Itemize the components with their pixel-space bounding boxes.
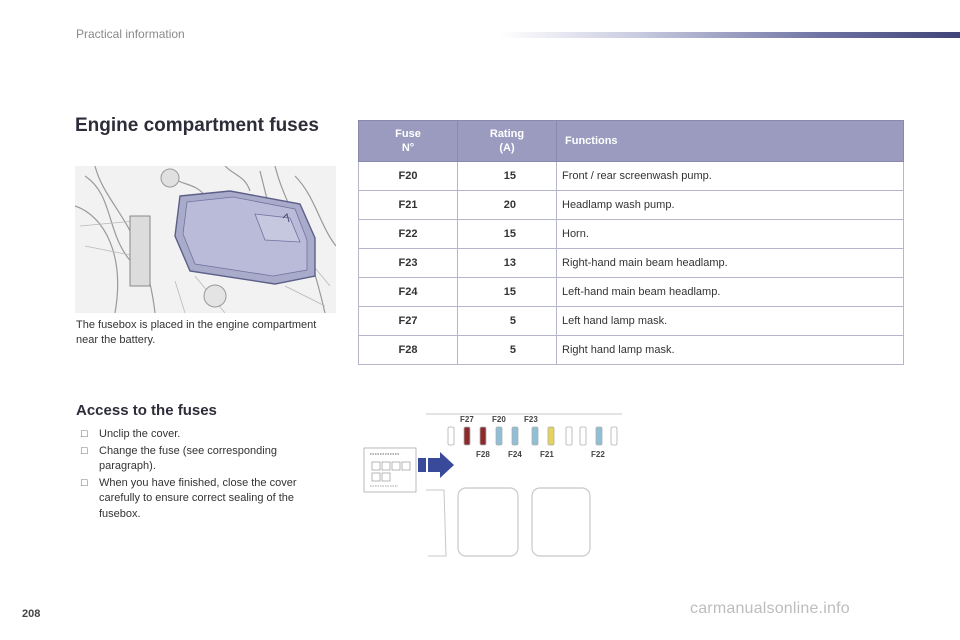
connector-block [364, 448, 416, 492]
cell-fuse: F24 [359, 278, 458, 307]
fuse-label-top: F23 [524, 415, 538, 424]
cell-fuse: F21 [359, 191, 458, 220]
cell-function: Right-hand main beam headlamp. [557, 249, 904, 278]
fuse-slot [532, 427, 538, 445]
cell-rating: 20 [458, 191, 557, 220]
fuse-label-top: F27 [460, 415, 474, 424]
cell-function: Left hand lamp mask. [557, 307, 904, 336]
cell-function: Headlamp wash pump. [557, 191, 904, 220]
cell-fuse: F22 [359, 220, 458, 249]
access-step [76, 427, 336, 443]
cell-rating: 15 [458, 220, 557, 249]
cell-function: Left-hand main beam headlamp. [557, 278, 904, 307]
section-header: Practical information [76, 27, 185, 41]
cell-fuse: F27 [359, 307, 458, 336]
fuse-label-top: F20 [492, 415, 506, 424]
fuse-slot [596, 427, 602, 445]
cell-fuse: F28 [359, 336, 458, 365]
cell-rating: 5 [458, 336, 557, 365]
table-row [359, 249, 904, 278]
cell-function: Right hand lamp mask. [557, 336, 904, 365]
fuse-label-bottom: F22 [591, 450, 605, 459]
fuse-slot [496, 427, 502, 445]
cell-rating: 5 [458, 307, 557, 336]
access-step-text: Change the fuse (see corresponding paragraph). [99, 444, 277, 472]
checkbox-bullet-icon: □ [81, 444, 88, 457]
fusebox-diagram [360, 410, 624, 560]
fuse-slot [580, 427, 586, 445]
table-row [359, 307, 904, 336]
header-bar [500, 32, 960, 38]
table-row [359, 336, 904, 365]
cell-rating: 15 [458, 162, 557, 191]
access-step [76, 444, 336, 475]
access-step-text: Unclip the cover. [99, 428, 181, 440]
cell-fuse: F20 [359, 162, 458, 191]
cell-rating: 15 [458, 278, 557, 307]
fuse-slot [464, 427, 470, 445]
fuse-label-bottom: F21 [540, 450, 554, 459]
access-step-text: When you have finished, close the cover carefully to ensure correct sealing of the fusebox. [99, 476, 297, 520]
engine-fusebox-photo [75, 166, 336, 313]
fuse-slot [448, 427, 454, 445]
header-fuse: Fuse N° [359, 121, 458, 162]
header-functions: Functions [557, 121, 904, 162]
cell-function: Horn. [557, 220, 904, 249]
cell-rating: 13 [458, 249, 557, 278]
fusebox-caption: The fusebox is placed in the engine compartment near the battery. [76, 319, 317, 346]
fuse-slot [611, 427, 617, 445]
table-row [359, 162, 904, 191]
fuse-slot [566, 427, 572, 445]
cell-fuse: F23 [359, 249, 458, 278]
cell-function: Front / rear screenwash pump. [557, 162, 904, 191]
table-row [359, 278, 904, 307]
header-rating: Rating (A) [458, 121, 557, 162]
checkbox-bullet-icon: □ [81, 428, 88, 440]
checkbox-bullet-icon: □ [81, 476, 88, 489]
access-title: Access to the fuses [76, 402, 217, 419]
fuse-slot [480, 427, 486, 445]
fuse-table [358, 120, 904, 365]
table-row [359, 191, 904, 220]
fuse-label-bottom: F28 [476, 450, 490, 459]
page-title: Engine compartment fuses [75, 115, 319, 136]
fuse-slot [548, 427, 554, 445]
fuse-slot [512, 427, 518, 445]
access-step [76, 476, 336, 523]
page-number: 208 [22, 608, 41, 620]
watermark: carmanualsonline.info [690, 600, 850, 617]
access-steps [76, 427, 336, 523]
table-header-row [359, 121, 904, 162]
table-row [359, 220, 904, 249]
fuse-label-bottom: F24 [508, 450, 522, 459]
